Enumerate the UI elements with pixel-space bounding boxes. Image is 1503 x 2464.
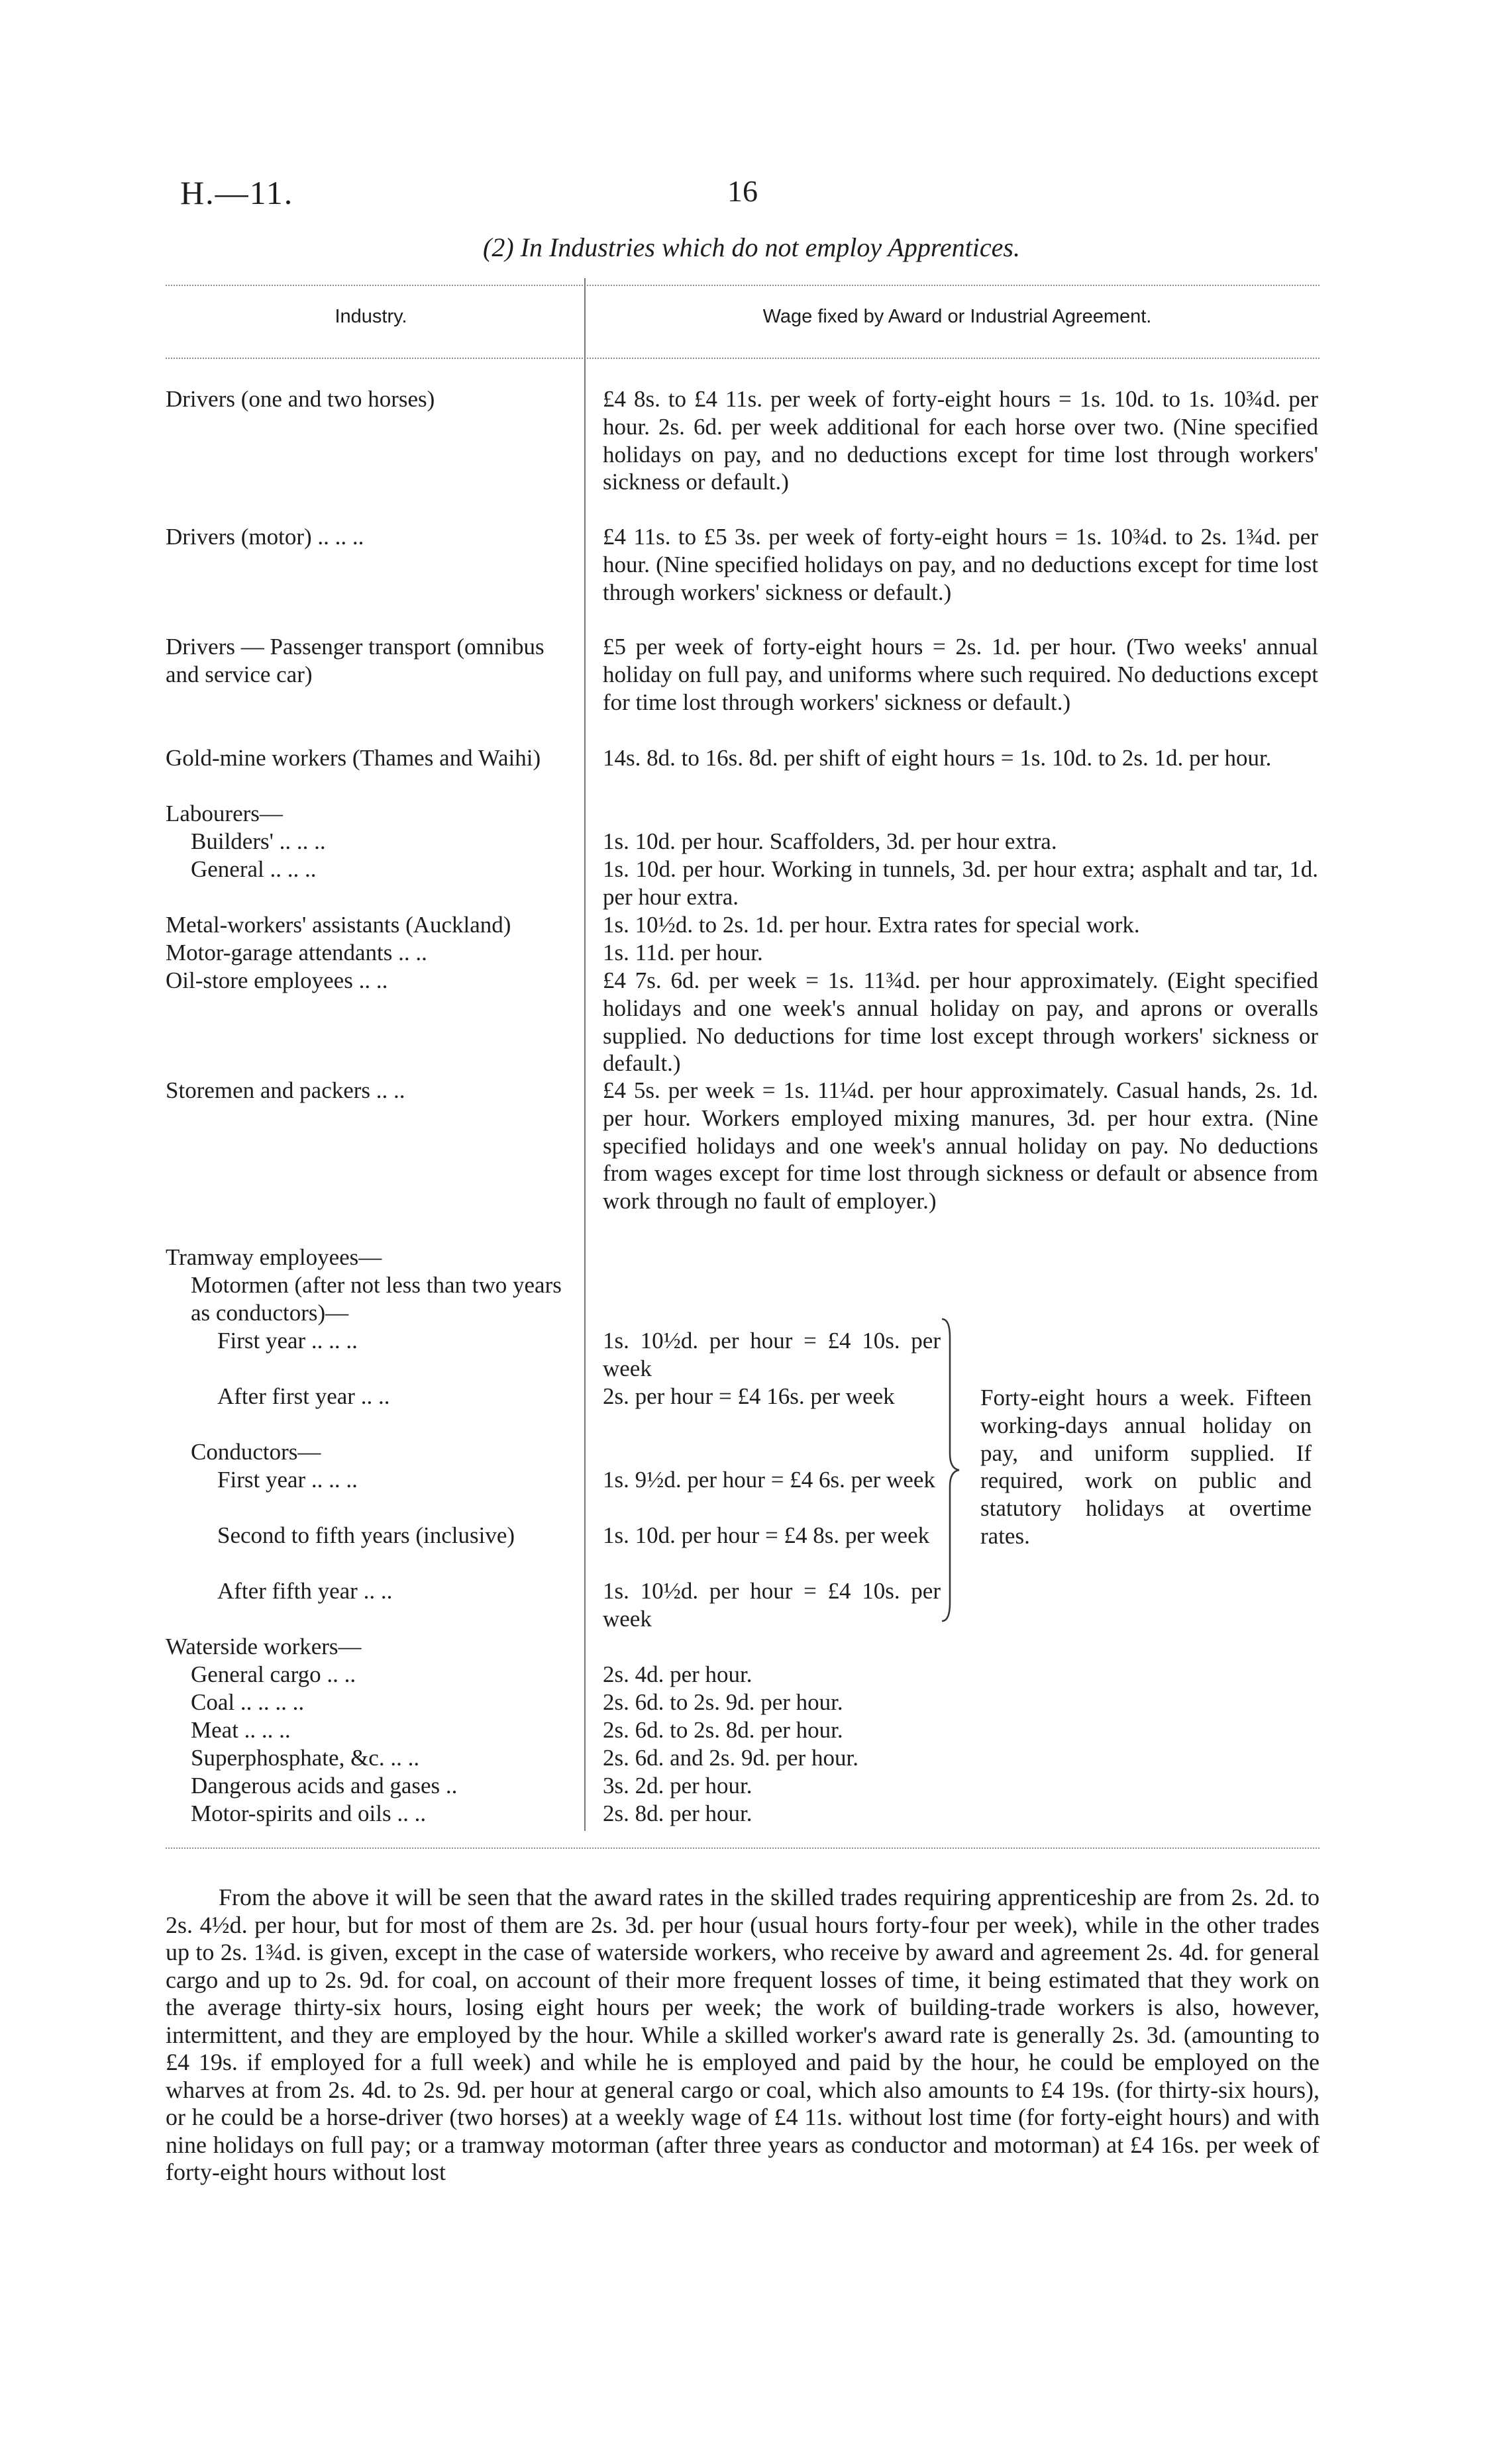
motormen-heading: Motormen (after not less than two years as conductors)— (191, 1272, 562, 1326)
wage-cell: £4 8s. to £4 11s. per week of forty-eight hours = 1s. 10d. to 1s. 10¾d. per hour. 2s. 6d. per week additional for each horse over two. (Nine specified holidays on pay, and no deductions except for time lost through workers' sickness or default.) (603, 386, 1318, 495)
wage-cell: 1s. 11d. per hour. (603, 940, 763, 965)
column-header-wage: Wage fixed by Award or Industrial Agreement. (762, 306, 1152, 327)
waterside-item-label: Motor-spirits and oils .. .. (191, 1800, 427, 1826)
wage-cell: £5 per week of forty-eight hours = 2s. 1d. per hour. (Two weeks' annual holiday on full pay, and uniforms where such required. No deductions except for time lost through workers' sickness or default.) (603, 634, 1318, 715)
waterside-item-label: Meat .. .. .. (191, 1717, 291, 1743)
tramway-conditions-note: Forty-eight hours a week. Fifteen working-days annual holiday on pay, and uniform supplied. If required, work on public and statutory holidays at overtime rates. (980, 1385, 1312, 1549)
section-title: (2) In Industries which do not employ Apprentices. (483, 232, 1020, 262)
brace-icon (941, 1318, 960, 1622)
waterside-item-wage: 2s. 4d. per hour. (603, 1661, 752, 1687)
wage-cell: 1s. 10d. per hour. Scaffolders, 3d. per hour extra. (603, 828, 1057, 854)
industry-cell: Builders' .. .. .. (191, 828, 326, 854)
conductors-first-year-label: First year .. .. .. (217, 1467, 358, 1493)
conductors-heading: Conductors— (191, 1439, 321, 1465)
industry-cell: Oil-store employees .. .. (166, 967, 388, 993)
document-reference: H.—11. (180, 174, 294, 211)
waterside-item-label: Superphosphate, &c. .. .. (191, 1745, 420, 1771)
wage-cell: £4 5s. per week = 1s. 11¼d. per hour approximately. Casual hands, 2s. 1d. per hour. Workers employed mixing manures, 3d. per hour extra. (Nine specified holidays and one week's annual holiday on pay. No deductions from wages except for time lost through sickness or default or absence from work through no fault of employer.) (603, 1077, 1318, 1214)
waterside-item-wage: 2s. 6d. to 2s. 9d. per hour. (603, 1689, 843, 1715)
waterside-heading: Waterside workers— (166, 1634, 362, 1659)
industry-group-heading: Labourers— (166, 801, 283, 826)
industry-cell: Drivers (motor) .. .. .. (166, 524, 364, 550)
motormen-after-first-year-wage: 2s. per hour = £4 16s. per week (603, 1383, 895, 1409)
industry-cell: Metal-workers' assistants (Auckland) (166, 912, 511, 938)
wage-cell: 14s. 8d. to 16s. 8d. per shift of eight hours = 1s. 10d. to 2s. 1d. per hour. (603, 745, 1272, 771)
column-header-industry: Industry. (335, 306, 407, 327)
summary-paragraph: From the above it will be seen that the award rates in the skilled trades requiring apprenticeship are from 2s. 2d. to 2s. 4½d. per hour, but for most of them are 2s. 3d. per hour (usual hours forty-four per week), while in the other trades up to 2s. 1¾d. is given, except in the case of waterside workers, who receive by award and agreement 2s. 4d. for general cargo and up to 2s. 9d. for coal, on account of their more frequent losses of time, it being estimated that they work on the average thirty-six hours, losing eight hours per week; the work of building-trade workers is also, however, intermittent, and they are employed by the hour. While a skilled worker's award rate is generally 2s. 3d. (amounting to £4 19s. if employed for a full week) and while he is employed and paid by the hour, he could be employed on the wharves at from 2s. 4d. to 2s. 9d. per hour at general cargo or coal, which also amounts to £4 19s. (for thirty-six hours), or he could be a horse-driver (two horses) at a weekly wage of £4 11s. without lost time (for forty-eight hours) and with nine holidays on full pay; or a tramway motorman (after three years as conductor and motorman) at £4 16s. per week of forty-eight hours without lost (166, 1884, 1320, 2185)
conductors-after-fifth-label: After fifth year .. .. (217, 1578, 393, 1604)
wage-cell: £4 7s. 6d. per week = 1s. 11¾d. per hour approximately. (Eight specified holidays and one week's annual holiday on pay, and aprons or overalls supplied. No deductions for time lost except through workers' sickness or default.) (603, 967, 1318, 1077)
header-rule-top (166, 285, 1320, 286)
motormen-first-year-label: First year .. .. .. (217, 1328, 358, 1354)
tramway-heading: Tramway employees— (166, 1244, 382, 1270)
industry-cell: Drivers — Passenger transport (omnibus and service car) (166, 634, 544, 687)
motormen-first-year-wage: 1s. 10½d. per hour = £4 10s. per week (603, 1328, 941, 1381)
table-bottom-rule (166, 1848, 1320, 1849)
industry-cell: Storemen and packers .. .. (166, 1077, 405, 1103)
wage-cell: 1s. 10d. per hour. Working in tunnels, 3d. per hour extra; asphalt and tar, 1d. per hour extra. (603, 856, 1318, 910)
industry-cell: Gold-mine workers (Thames and Waihi) (166, 745, 541, 771)
conductors-first-year-wage: 1s. 9½d. per hour = £4 6s. per week (603, 1467, 935, 1493)
waterside-item-wage: 3s. 2d. per hour. (603, 1773, 752, 1799)
waterside-item-label: Dangerous acids and gases .. (191, 1773, 458, 1799)
wage-cell: £4 11s. to £5 3s. per week of forty-eight hours = 1s. 10¾d. to 2s. 1¾d. per hour. (Nine specified holidays on pay, and no deductions except for time lost through workers' sickness or default.) (603, 524, 1318, 605)
page-number: 16 (727, 174, 758, 208)
header-rule-bottom (166, 358, 1320, 359)
wage-cell: 1s. 10½d. to 2s. 1d. per hour. Extra rates for special work. (603, 912, 1140, 938)
industry-cell: Motor-garage attendants .. .. (166, 940, 427, 965)
conductors-after-fifth-wage: 1s. 10½d. per hour = £4 10s. per week (603, 1578, 941, 1632)
waterside-item-wage: 2s. 8d. per hour. (603, 1800, 752, 1826)
industry-cell: Drivers (one and two horses) (166, 386, 435, 412)
conductors-second-to-fifth-label: Second to fifth years (inclusive) (217, 1522, 515, 1548)
industry-cell: General .. .. .. (191, 856, 317, 882)
column-divider (584, 278, 586, 1831)
waterside-item-label: General cargo .. .. (191, 1661, 356, 1687)
waterside-item-wage: 2s. 6d. to 2s. 8d. per hour. (603, 1717, 843, 1743)
waterside-item-wage: 2s. 6d. and 2s. 9d. per hour. (603, 1745, 858, 1771)
conductors-second-to-fifth-wage: 1s. 10d. per hour = £4 8s. per week (603, 1522, 930, 1548)
waterside-item-label: Coal .. .. .. .. (191, 1689, 305, 1715)
motormen-after-first-year-label: After first year .. .. (217, 1383, 390, 1409)
